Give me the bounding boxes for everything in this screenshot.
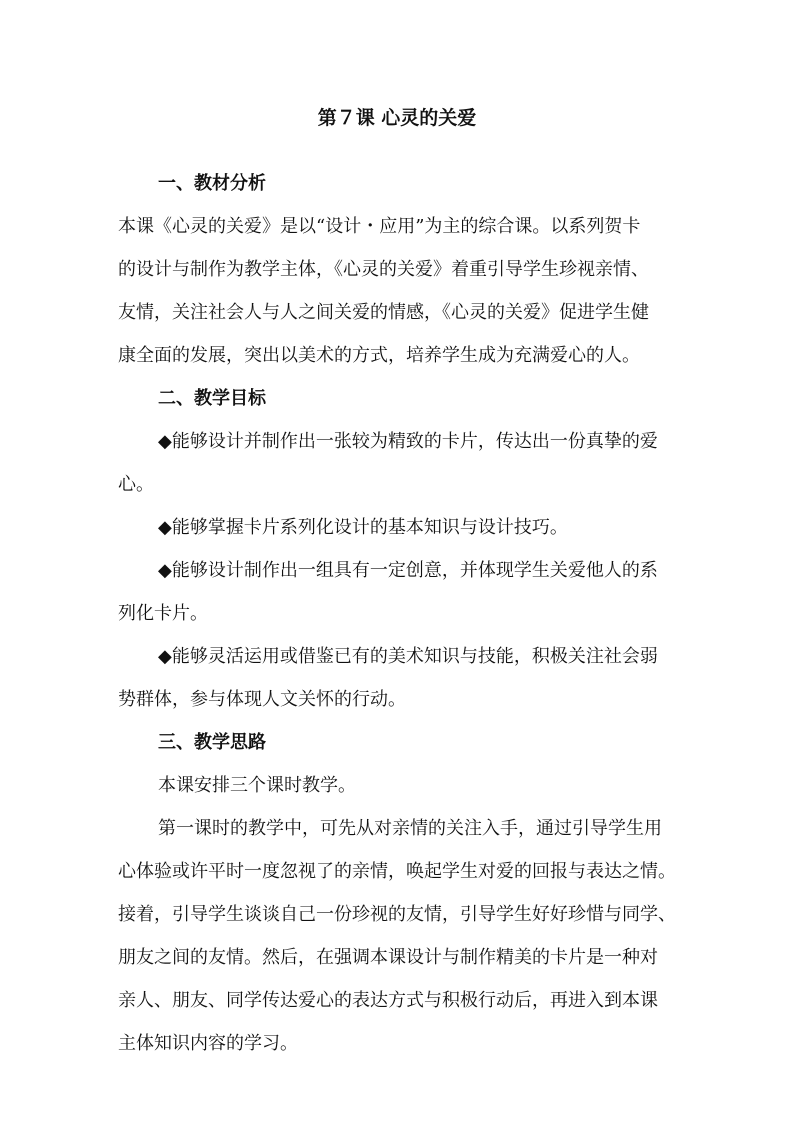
text-line: 势群体，参与体现人文关怀的行动。: [118, 689, 406, 710]
text-line: ◆能够掌握卡片系列化设计的基本知识与设计技巧。: [158, 517, 568, 538]
approach-paragraph: [118, 764, 690, 807]
text-line: ◆能够设计制作出一组具有一定创意，并体现学生关爱他人的系: [158, 560, 658, 581]
document-body: [118, 162, 690, 1065]
objective-item-continuation: [118, 463, 690, 506]
text-line: 友情，关注社会人与人之间关爱的情感，《心灵的关爱》促进学生健: [118, 302, 649, 323]
objective-item: [118, 506, 690, 549]
objective-item: [118, 420, 690, 463]
text-line: 本课《心灵的关爱》是以“设计・应用”为主的综合课。以系列贺卡: [118, 216, 641, 237]
text-line: 第一课时的教学中，可先从对亲情的关注入手，通过引导学生用: [158, 818, 662, 839]
text-line: 亲人、朋友、同学传达爱心的表达方式与积极行动后，再进入到本课: [118, 990, 658, 1011]
objective-item-continuation: [118, 592, 690, 635]
text-line: 康全面的发展，突出以美术的方式，培养学生成为充满爱心的人。: [118, 345, 640, 366]
document-title: 第７课 心灵的关爱: [317, 107, 477, 129]
text-line: 的设计与制作为教学主体，《心灵的关爱》着重引导学生珍视亲情、: [118, 259, 649, 280]
text-line: 列化卡片。: [118, 603, 208, 624]
analysis-paragraph: [118, 205, 690, 377]
text-line: 心体验或许平时一度忽视了的亲情，唤起学生对爱的回报与表达之情。: [118, 861, 676, 882]
text-line: ◆能够灵活运用或借鉴已有的美术知识与技能，积极关注社会弱: [158, 646, 658, 667]
text-line: 朋友之间的友情。然后，在强调本课设计与制作精美的卡片是一种对: [118, 947, 658, 968]
text-line: 主体知识内容的学习。: [118, 1033, 298, 1054]
approach-paragraph-continuation: [118, 850, 690, 1065]
objective-item: [118, 549, 690, 592]
objective-item: [118, 635, 690, 678]
text-line: 本课安排三个课时教学。: [158, 775, 356, 796]
approach-paragraph: [118, 807, 690, 850]
section-heading-approach: 三、教学思路: [158, 732, 266, 753]
text-line: 接着，引导学生谈谈自己一份珍视的友情，引导学生好好珍惜与同学、: [118, 904, 676, 925]
text-line: 心。: [118, 474, 154, 495]
section-heading-analysis: 一、教材分析: [158, 173, 266, 194]
section-heading-objectives: 二、教学目标: [158, 388, 266, 409]
objective-item-continuation: [118, 678, 690, 721]
text-line: ◆能够设计并制作出一张较为精致的卡片，传达出一份真挚的爱: [158, 431, 658, 452]
